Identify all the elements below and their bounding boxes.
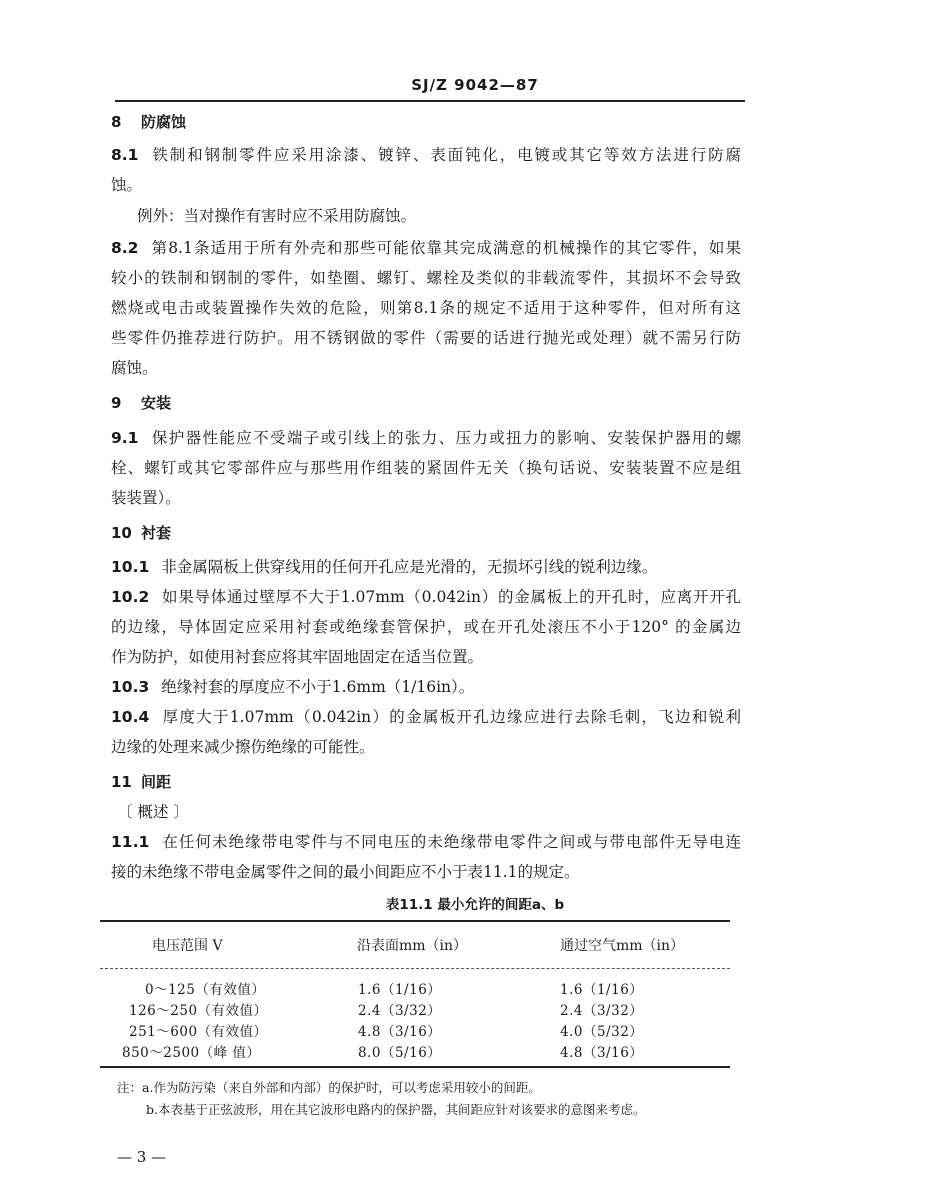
section-title: 衬套: [141, 524, 172, 542]
section-title: 防腐蚀: [141, 113, 187, 131]
clause-10-2-line-1: [111, 587, 741, 607]
clause-8-2-line-2: 较小的铁制和钢制的零件，如垫圈、螺钉、螺栓及类似的非载流零件，其损坏不会导致: [111, 269, 741, 287]
table-cell: 1.6（1/16）: [560, 982, 644, 998]
general-label: 〔 概述 〕: [117, 803, 189, 821]
clause-number: 9.1: [111, 429, 139, 447]
table-top-rule: [100, 920, 730, 922]
table-cell: 251～600（有效值）: [129, 1024, 268, 1040]
table-header-rule: [100, 968, 730, 969]
clause-10-3: [111, 677, 474, 697]
clause-number: 8.1: [111, 146, 139, 164]
clause-text: 非金属隔板上供穿线用的任何开孔应是光滑的，无损坏引线的锐利边缘。: [161, 558, 658, 576]
clause-10-4-line-2: 边缘的处理来减少擦伤绝缘的可能性。: [111, 738, 375, 756]
clause-text: 如果导体通过壁厚不大于1.07mm（0.042in）的金属板上的开孔时，应离开开孔: [161, 588, 741, 606]
clause-text: 保护器性能应不受端子或引线上的张力、压力或扭力的影响、安装保护器用的螺: [150, 429, 741, 447]
clause-8-1-exception: 例外：当对操作有害时应不采用防腐蚀。: [137, 207, 417, 225]
clause-text: 厚度大于1.07mm（0.042in）的金属板开孔边缘应进行去除毛刺，飞边和锐利: [161, 708, 741, 726]
table-cell: 8.0（5/16）: [358, 1045, 442, 1061]
clause-11-1-line-2: 接的未绝缘不带电金属零件之间的最小间距应不小于表11.1的规定。: [111, 863, 580, 881]
table-cell: 4.8（3/16）: [560, 1045, 644, 1061]
clause-8-2-line-3: 燃烧或电击或装置操作失效的危险，则第8.1条的规定不适用于这种零件，但对所有这: [111, 299, 741, 317]
clause-11-1-line-1: [111, 832, 741, 852]
clause-10-2-line-3: 作为防护，如使用衬套应将其牢固地固定在适当位置。: [111, 648, 484, 666]
clause-9-1-line-1: [111, 428, 741, 448]
section-number: 11: [111, 773, 132, 791]
clause-number: 10.1: [111, 558, 150, 576]
table-note-a: 注：a.作为防污染（来自外部和内部）的保护时，可以考虑采用较小的间距。: [117, 1080, 541, 1095]
section-11-heading: [111, 772, 171, 792]
section-8-heading: [111, 112, 186, 132]
clause-number: 10.2: [111, 588, 150, 606]
table-note-b: b.本表基于正弦波形，用在其它波形电路内的保护器，其间距应针对该要求的意图来考虑。: [146, 1102, 646, 1117]
table-cell: 0～125（有效值）: [145, 982, 266, 998]
clause-10-4-line-1: [111, 707, 741, 727]
section-number: 9: [111, 394, 122, 412]
clause-text: 绝缘衬套的厚度应不小于1.6mm（1/16in）。: [161, 678, 475, 696]
section-9-heading: [111, 393, 171, 413]
section-10-heading: [111, 523, 171, 543]
table-bottom-rule: [100, 1066, 730, 1068]
clause-text: 在任何未绝缘带电零件与不同电压的未绝缘带电零件之间或与带电部件无导电连: [161, 833, 741, 851]
clause-text: 铁制和钢制零件应采用涂漆、镀锌、表面钝化，电镀或其它等效方法进行防腐: [150, 146, 741, 164]
page-number: — 3 —: [117, 1148, 167, 1166]
section-number: 10: [111, 524, 132, 542]
table-cell: 126～250（有效值）: [129, 1003, 268, 1019]
clause-8-1-line-2: 蚀。: [111, 176, 143, 194]
table-cell: 850～2500（峰 值）: [122, 1045, 261, 1061]
table-cell: 1.6（1/16）: [358, 982, 442, 998]
clause-8-2-line-5: 腐蚀。: [111, 359, 158, 377]
clause-number: 8.2: [111, 239, 139, 257]
clause-8-2-line-1: [111, 238, 741, 258]
table-cell: 2.4（3/32）: [358, 1003, 442, 1019]
clause-number: 11.1: [111, 833, 150, 851]
table-cell: 4.0（5/32）: [560, 1024, 644, 1040]
section-title: 间距: [141, 773, 172, 791]
clause-10-1: [111, 557, 657, 577]
clause-number: 10.3: [111, 678, 150, 696]
clause-text: 第8.1条适用于所有外壳和那些可能依靠其完成满意的机械操作的其它零件，如果: [150, 239, 741, 257]
table-header-air: 通过空气mm（in）: [560, 938, 685, 954]
section-title: 安装: [141, 394, 172, 412]
clause-9-1-line-3: 装装置）。: [111, 489, 181, 507]
table-cell: 4.8（3/16）: [358, 1024, 442, 1040]
standard-code: SJ/Z 9042—87: [411, 76, 539, 94]
table-cell: 2.4（3/32）: [560, 1003, 644, 1019]
clause-9-1-line-2: 栓、螺钉或其它零部件应与那些用作组装的紧固件无关（换句话说、安装装置不应是组: [111, 459, 741, 477]
table-caption: 表11.1 最小允许的间距a、b: [385, 897, 565, 913]
table-header-surface: 沿表面mm（in）: [357, 938, 468, 954]
section-number: 8: [111, 113, 122, 131]
table-header-voltage: 电压范围 V: [152, 938, 223, 954]
header-rule: [115, 100, 745, 102]
clause-8-1-line-1: [111, 145, 741, 165]
clause-10-2-line-2: 的边缘，导体固定应采用衬套或绝缘套管保护，或在开孔处滚压不小于120° 的金属边: [111, 618, 741, 636]
clause-number: 10.4: [111, 708, 150, 726]
clause-8-2-line-4: 些零件仍推荐进行防护。用不锈钢做的零件（需要的话进行抛光或处理）就不需另行防: [111, 329, 741, 347]
